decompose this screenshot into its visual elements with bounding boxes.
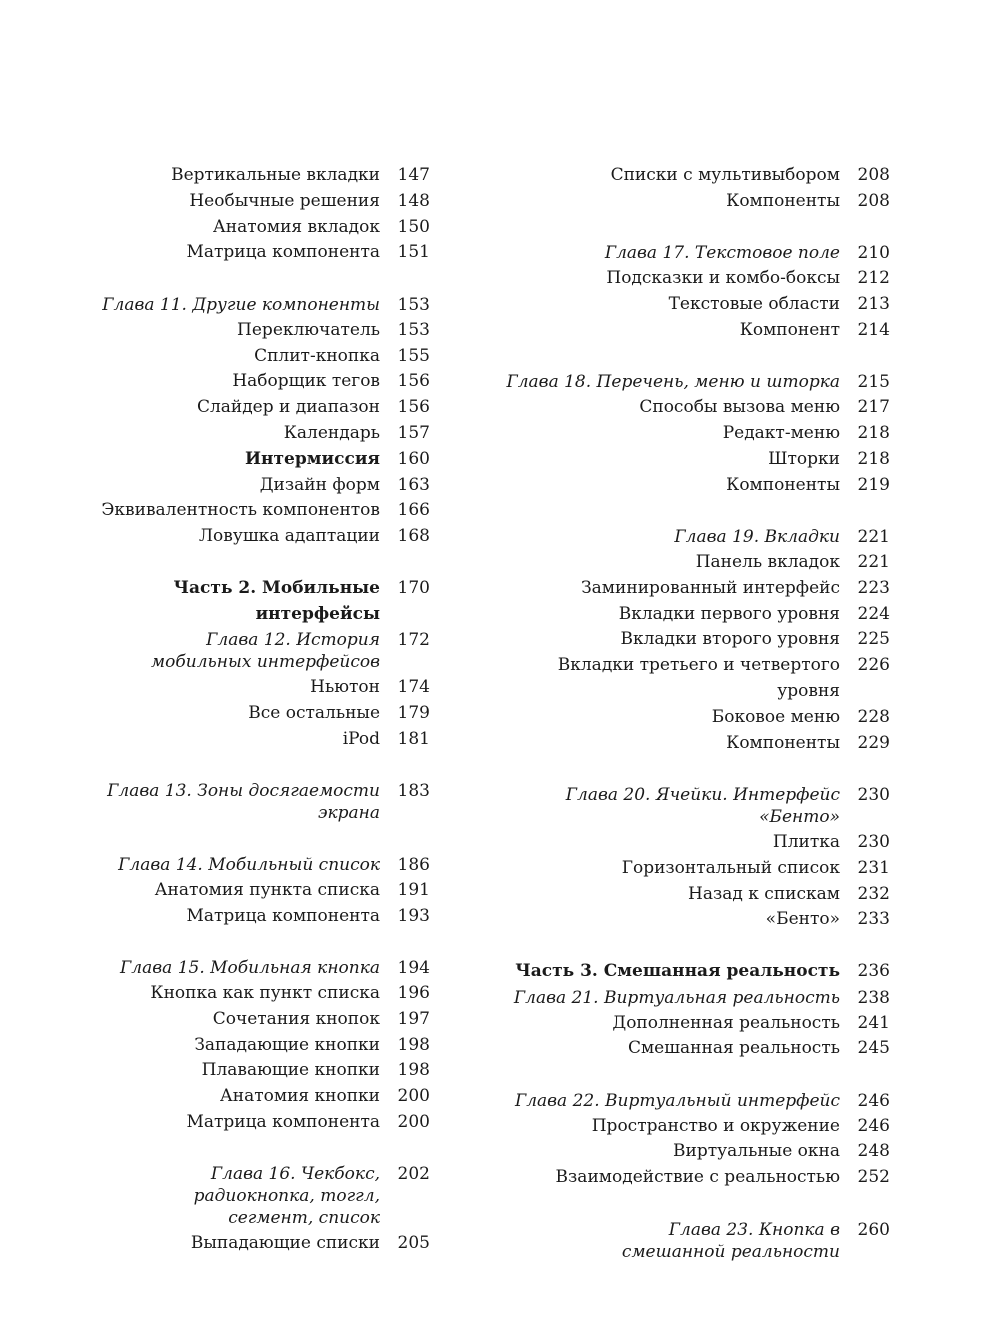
toc-page-number: 230 <box>857 785 890 806</box>
toc-page-number: 186 <box>397 854 430 875</box>
toc-entry-title: Интермиссия <box>245 448 380 469</box>
toc-page-number: 219 <box>857 474 890 495</box>
toc-page-number: 200 <box>397 1086 430 1107</box>
toc-entry-title: Матрица компонента <box>186 905 380 926</box>
toc-entry <box>60 1110 430 1136</box>
toc-page-number: 252 <box>857 1167 890 1188</box>
toc-entry <box>500 163 890 189</box>
toc-part-heading <box>60 576 430 628</box>
toc-entry-title: iPod <box>342 728 380 749</box>
toc-entry-title: Глава 18. Перечень, меню и шторка <box>506 372 840 393</box>
toc-page-number: 229 <box>857 732 890 753</box>
toc-entry <box>500 1165 890 1191</box>
toc-entry <box>500 602 890 628</box>
toc-entry-title: Часть 2. Мобильные интерфейсы <box>173 577 380 624</box>
toc-entry-title: Глава 14. Мобильный список <box>118 854 380 875</box>
toc-entry-title: Ловушка адаптации <box>198 526 380 547</box>
toc-chapter-heading <box>500 782 890 830</box>
toc-entry <box>60 524 430 550</box>
toc-chapter-heading <box>500 1217 890 1265</box>
toc-entry <box>500 189 890 215</box>
toc-entry-title: Компонент <box>739 319 840 340</box>
toc-page-number: 231 <box>857 857 890 878</box>
toc-chapter-heading <box>500 240 890 266</box>
toc-entry-title: Дополненная реальность <box>612 1012 840 1033</box>
toc-entry <box>60 981 430 1007</box>
toc-entry-title: Глава 21. Виртуальная реальность <box>513 987 840 1008</box>
toc-page-number: 170 <box>397 577 430 598</box>
toc-chapter-heading <box>500 985 890 1011</box>
toc-entry <box>60 421 430 447</box>
toc-page-number: 147 <box>397 165 430 185</box>
toc-entry-title: Слайдер и диапазон <box>196 397 380 418</box>
toc-entry <box>60 1033 430 1059</box>
toc-entry <box>500 907 890 933</box>
toc-entry <box>60 904 430 930</box>
toc-entry-title: Ньютон <box>310 677 380 698</box>
toc-entry <box>60 215 430 241</box>
toc-entry-title: Плитка <box>772 831 840 852</box>
toc-page-number: 218 <box>857 422 890 443</box>
toc-entry-title: Смешанная реальность <box>627 1038 840 1059</box>
toc-entry-title: Необычные решения <box>189 190 380 211</box>
toc-entry-title: Заминированный интерфейс <box>581 577 840 598</box>
toc-entry <box>500 447 890 473</box>
toc-entry-title: Сочетания кнопок <box>212 1008 380 1029</box>
toc-entry-title: Глава 22. Виртуальный интерфейс <box>514 1090 840 1111</box>
toc-entry <box>60 1058 430 1084</box>
toc-page-number: 228 <box>857 706 890 727</box>
toc-entry <box>500 292 890 318</box>
toc-entry-title: Глава 12. История мобильных интерфейсов <box>151 630 380 673</box>
toc-entry-title: Анатомия пункта списка <box>154 879 380 900</box>
toc-entry-title: Вертикальные вкладки <box>171 165 380 185</box>
toc-entry-title: Переключатель <box>237 319 380 340</box>
toc-page-number: 155 <box>397 345 430 366</box>
toc-entry-title: Боковое меню <box>711 706 840 727</box>
toc-entry <box>60 1007 430 1033</box>
toc-entry-title: Календарь <box>283 422 380 443</box>
toc-entry <box>500 856 890 882</box>
toc-page-number: 168 <box>397 526 430 547</box>
toc-page-number: 166 <box>397 500 430 521</box>
toc-page-number: 151 <box>397 242 430 263</box>
toc-entry-title: Дизайн форм <box>259 474 380 495</box>
toc-entry <box>500 882 890 908</box>
toc-page-number: 153 <box>397 294 430 315</box>
toc-page-number: 191 <box>397 879 430 900</box>
toc-entry-title: Все остальные <box>248 702 380 723</box>
toc-entry <box>60 727 430 753</box>
toc-entry-title: Редакт-меню <box>722 422 840 443</box>
toc-page-number: 200 <box>397 1111 430 1132</box>
toc-chapter-heading <box>500 1088 890 1114</box>
toc-chapter-heading <box>500 524 890 550</box>
toc-entry <box>60 163 430 189</box>
toc-entry-title: Глава 13. Зоны досягаемости экрана <box>107 781 380 824</box>
toc-entry <box>60 701 430 727</box>
toc-page-number: 193 <box>397 905 430 926</box>
toc-entry-title: Анатомия кнопки <box>219 1086 380 1107</box>
toc-page-number: 236 <box>857 960 890 981</box>
toc-chapter-heading <box>60 852 430 878</box>
toc-entry <box>500 627 890 653</box>
toc-entry-title: Текстовые области <box>668 293 840 314</box>
toc-page-number: 181 <box>397 728 430 749</box>
toc-entry <box>60 318 430 344</box>
toc-entry <box>500 1036 890 1062</box>
toc-page-number: 224 <box>857 603 890 624</box>
toc-entry-title: Шторки <box>768 448 840 469</box>
toc-page-number: 218 <box>857 448 890 469</box>
toc-page-number: 214 <box>857 319 890 340</box>
toc-page-number: 217 <box>857 397 890 418</box>
toc-entry <box>500 473 890 499</box>
toc-entry-title: Матрица компонента <box>186 1111 380 1132</box>
toc-chapter-heading <box>60 1161 430 1231</box>
toc-chapter-heading <box>60 778 430 826</box>
toc-entry <box>60 369 430 395</box>
toc-page-number: 198 <box>397 1034 430 1055</box>
toc-page-number: 208 <box>857 165 890 185</box>
toc-entry-title: Вкладки третьего и четвертого уровня <box>557 655 840 701</box>
toc-entry-title: Способы вызова меню <box>639 397 840 418</box>
toc-entry <box>60 344 430 370</box>
toc-page-number: 210 <box>857 243 890 264</box>
toc-page-number: 179 <box>397 702 430 723</box>
toc-page-number: 225 <box>857 629 890 650</box>
toc-entry-title: Пространство и окружение <box>591 1115 840 1136</box>
toc-page-number: 246 <box>857 1115 890 1136</box>
toc-entry <box>500 576 890 602</box>
toc-page-number: 215 <box>857 372 890 393</box>
toc-entry <box>500 266 890 292</box>
toc-entry <box>60 878 430 904</box>
toc-page-number: 148 <box>397 190 430 211</box>
toc-entry <box>500 421 890 447</box>
toc-chapter-heading <box>60 955 430 981</box>
toc-page-number: 260 <box>857 1219 890 1240</box>
toc-entry-title: Выпадающие списки <box>190 1233 380 1254</box>
toc-page-number: 241 <box>857 1012 890 1033</box>
toc-right-column <box>500 163 890 1265</box>
toc-page-number: 208 <box>857 190 890 211</box>
toc-part-heading <box>500 959 890 985</box>
toc-entry-title: Панель вкладок <box>695 551 840 572</box>
toc-entry-title: Глава 16. Чекбокс, радиокнопка, тоггл, сегмент, список <box>193 1164 380 1229</box>
toc-page-number: 150 <box>397 216 430 237</box>
toc-page-number: 233 <box>857 909 890 930</box>
toc-page-number: 163 <box>397 474 430 495</box>
toc-entry-title: Эквивалентность компонентов <box>101 500 380 521</box>
toc-entry <box>500 318 890 344</box>
toc-page-number: 205 <box>397 1233 430 1254</box>
toc-entry <box>60 1231 430 1257</box>
toc-page-number: 157 <box>397 422 430 443</box>
toc-entry <box>500 395 890 421</box>
toc-entry-title: Подсказки и комбо-боксы <box>606 268 840 289</box>
toc-entry <box>500 830 890 856</box>
toc-entry-title: Глава 19. Вкладки <box>674 527 840 548</box>
toc-entry-title: Матрица компонента <box>186 242 380 263</box>
toc-left-column <box>60 163 430 1257</box>
toc-entry-title: Глава 20. Ячейки. Интерфейс «Бенто» <box>565 785 840 828</box>
toc-chapter-heading <box>500 369 890 395</box>
toc-page-number: 197 <box>397 1008 430 1029</box>
toc-entry-title: Компоненты <box>726 190 840 211</box>
toc-entry <box>500 705 890 731</box>
toc-page-number: 221 <box>857 551 890 572</box>
toc-chapter-heading <box>60 292 430 318</box>
toc-page-number: 202 <box>397 1164 430 1185</box>
toc-entry <box>500 1114 890 1140</box>
toc-entry-title: Глава 23. Кнопка в смешанной реальности <box>621 1219 840 1262</box>
toc-entry-title: Компоненты <box>726 474 840 495</box>
toc-page-number: 196 <box>397 982 430 1003</box>
toc-entry-title: Западающие кнопки <box>194 1034 380 1055</box>
toc-page-number: 226 <box>857 655 890 676</box>
toc-page-number: 248 <box>857 1141 890 1162</box>
toc-entry <box>500 1011 890 1037</box>
toc-entry-title: Глава 17. Текстовое поле <box>604 243 840 264</box>
toc-page-number: 213 <box>857 293 890 314</box>
toc-page-number: 160 <box>397 448 430 469</box>
toc-entry <box>60 240 430 266</box>
toc-entry <box>500 1139 890 1165</box>
toc-entry-title: Назад к спискам <box>688 883 840 904</box>
toc-page-number: 194 <box>397 958 430 979</box>
toc-entry-title: Глава 11. Другие компоненты <box>102 294 380 315</box>
toc-entry-title: Вкладки первого уровня <box>618 603 840 624</box>
toc-page-number: 238 <box>857 987 890 1008</box>
toc-entry <box>500 653 890 705</box>
toc-page-number: 221 <box>857 527 890 548</box>
toc-page-number: 198 <box>397 1060 430 1081</box>
toc-page-number: 212 <box>857 268 890 289</box>
toc-page-number: 223 <box>857 577 890 598</box>
toc-entry <box>60 675 430 701</box>
toc-page-number: 153 <box>397 319 430 340</box>
toc-page-number: 172 <box>397 630 430 651</box>
toc-page-number: 246 <box>857 1090 890 1111</box>
toc-entry-title: Виртуальные окна <box>673 1141 840 1162</box>
toc-entry <box>60 395 430 421</box>
toc-entry-title: «Бенто» <box>765 909 840 930</box>
toc-entry-title: Списки с мультивыбором <box>610 165 840 185</box>
toc-entry <box>500 550 890 576</box>
toc-entry-title: Часть 3. Смешанная реальность <box>515 960 840 981</box>
toc-entry <box>60 189 430 215</box>
toc-entry <box>60 498 430 524</box>
toc-page-number: 156 <box>397 371 430 392</box>
toc-page-number: 183 <box>397 781 430 802</box>
toc-entry-title: Горизонтальный список <box>621 857 840 878</box>
toc-entry-title: Сплит-кнопка <box>254 345 380 366</box>
toc-entry-title: Анатомия вкладок <box>212 216 380 237</box>
toc-page-number: 232 <box>857 883 890 904</box>
toc-entry <box>60 447 430 473</box>
toc-entry-title: Глава 15. Мобильная кнопка <box>120 958 380 979</box>
toc-entry-title: Взаимодействие с реальностью <box>555 1167 840 1188</box>
toc-entry-title: Вкладки второго уровня <box>620 629 840 650</box>
toc-entry-title: Компоненты <box>726 732 840 753</box>
toc-entry <box>60 473 430 499</box>
toc-entry <box>60 1084 430 1110</box>
toc-page-number: 230 <box>857 831 890 852</box>
toc-entry-title: Кнопка как пункт списка <box>150 982 380 1003</box>
toc-entry-title: Наборщик тегов <box>232 371 380 392</box>
toc-chapter-heading <box>60 627 430 675</box>
toc-page-number: 156 <box>397 397 430 418</box>
toc-entry-title: Плавающие кнопки <box>201 1060 380 1081</box>
toc-page-number: 174 <box>397 677 430 698</box>
toc-page-number: 245 <box>857 1038 890 1059</box>
toc-entry <box>500 731 890 757</box>
